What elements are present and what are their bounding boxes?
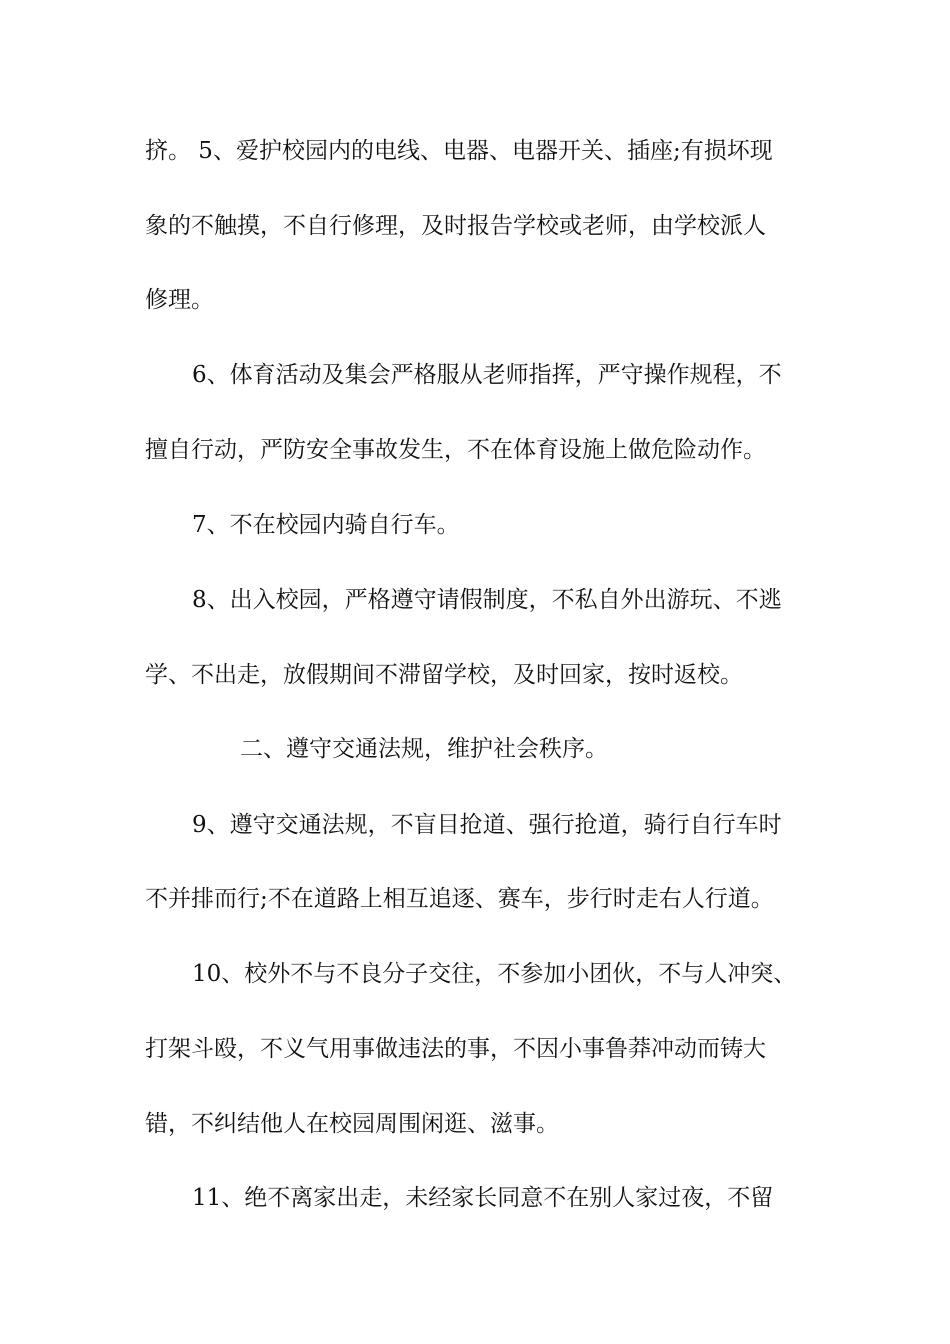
text-line: 9、遵守交通法规，不盲目抢道、强行抢道，骑行自行车时 (192, 812, 782, 838)
text-line: 10、校外不与不良分子交往，不参加小团伙，不与人冲突、 (192, 961, 797, 987)
text-line: 7、不在校园内骑自行车。 (192, 512, 460, 538)
text-line: 8、出入校园，严格遵守请假制度，不私自外出游玩、不逃 (192, 587, 782, 613)
text-line: 修理。 (145, 287, 214, 313)
text-line: 擅自行动，严防安全事故发生，不在体育设施上做危险动作。 (145, 437, 766, 463)
text-line: 6、体育活动及集会严格服从老师指挥，严守操作规程，不 (192, 362, 782, 388)
text-line: 错，不纠结他人在校园周围闲逛、滋事。 (145, 1111, 559, 1137)
text-line: 象的不触摸，不自行修理，及时报告学校或老师，由学校派人 (145, 213, 766, 239)
text-line: 11、绝不离家出走，未经家长同意不在别人家过夜，不留 (192, 1185, 774, 1211)
text-line: 挤。 5、爱护校园内的电线、电器、电器开关、插座;有损坏现 (145, 138, 773, 164)
text-line: 不并排而行;不在道路上相互追逐、赛车，步行时走右人行道。 (145, 886, 774, 912)
text-line: 学、不出走，放假期间不滞留学校，及时回家，按时返校。 (145, 662, 743, 688)
text-line: 打架斗殴，不义气用事做违法的事，不因小事鲁莽冲动而铸大 (145, 1036, 766, 1062)
section-heading: 二、遵守交通法规，维护社会秩序。 (240, 736, 608, 762)
